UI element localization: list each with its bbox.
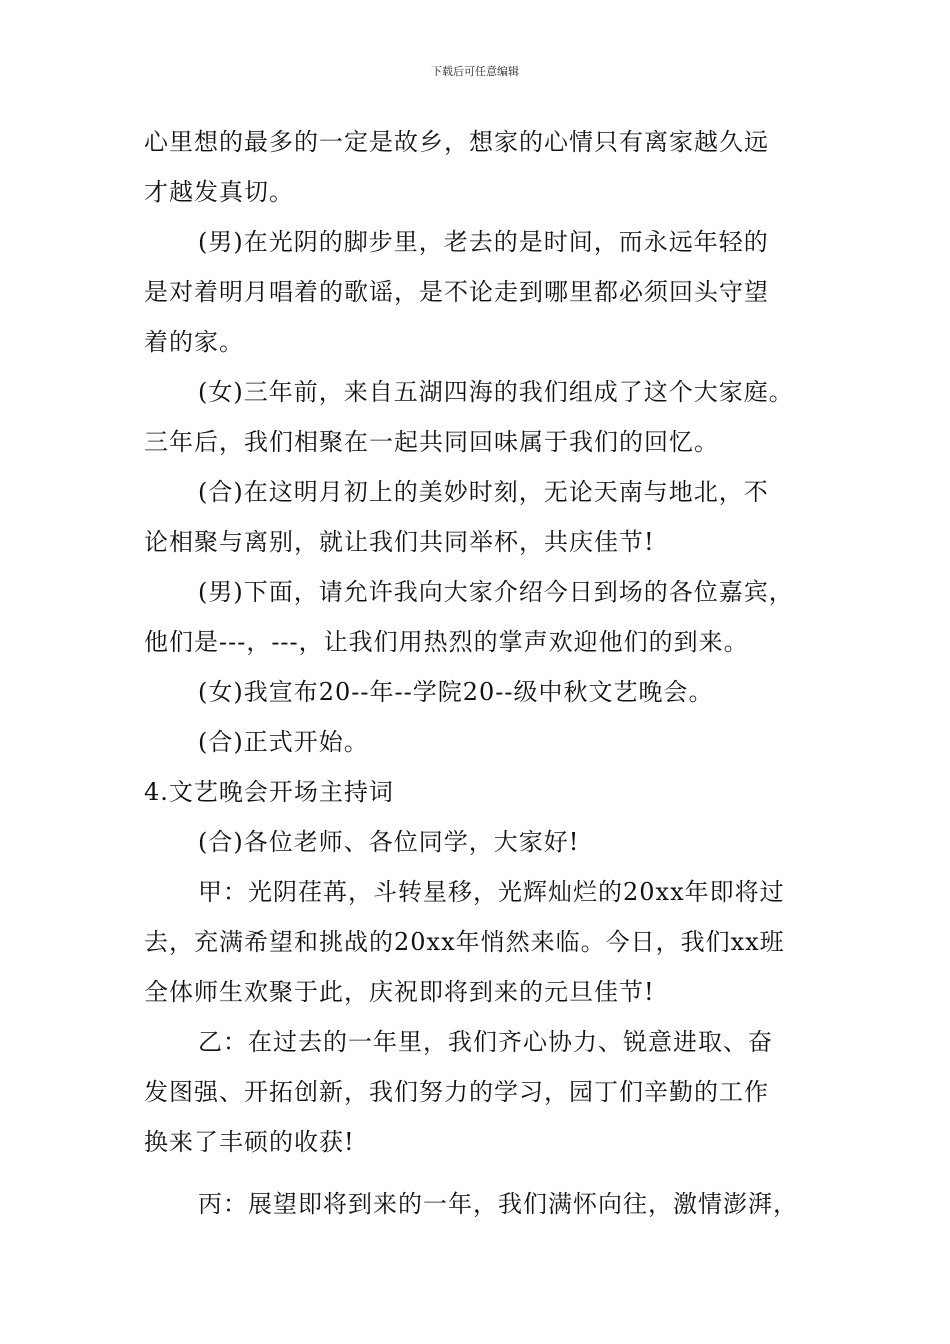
text-line: (女)三年前，来自五湖四海的我们组成了这个大家庭。 (198, 378, 794, 406)
text-line: 着的家。 (144, 328, 244, 356)
text-line: 甲：光阴荏苒，斗转星移，光辉灿烂的20xx年即将过 (198, 878, 785, 906)
text-line: (男)在光阴的脚步里，老去的是时间，而永远年轻的 (198, 228, 769, 256)
text-line: 丙：展望即将到来的一年，我们满怀向往，激情澎湃， (198, 1190, 798, 1218)
text-line: (男)下面，请允许我向大家介绍今日到场的各位嘉宾， (198, 578, 794, 606)
text-line: (女)我宣布20--年--学院20--级中秋文艺晚会。 (198, 678, 714, 706)
text-line: 论相聚与离别，就让我们共同举杯，共庆佳节! (144, 528, 655, 556)
document-body (144, 126, 812, 1238)
text-line: 换来了丰硕的收获! (144, 1128, 355, 1156)
text-line: (合)在这明月初上的美妙时刻，无论天南与地北，不 (198, 478, 769, 506)
text-line: 是对着明月唱着的歌谣，是不论走到哪里都必须回头守望 (144, 278, 769, 306)
text-line: 发图强、开拓创新，我们努力的学习，园丁们辛勤的工作 (144, 1078, 769, 1106)
text-line: 才越发真切。 (144, 178, 294, 206)
text-line: 三年后，我们相聚在一起共同回味属于我们的回忆。 (144, 428, 719, 456)
text-line: (合)正式开始。 (198, 728, 369, 756)
text-line: 乙：在过去的一年里，我们齐心协力、锐意进取、奋 (198, 1028, 773, 1056)
text-line: 全体师生欢聚于此，庆祝即将到来的元旦佳节! (144, 978, 655, 1006)
section-heading: 4.文艺晚会开场主持词 (144, 778, 394, 806)
text-line: 去，充满希望和挑战的20xx年悄然来临。今日，我们xx班 (144, 928, 785, 956)
page-header-note: 下载后可任意编辑 (431, 65, 519, 78)
text-line: 心里想的最多的一定是故乡，想家的心情只有离家越久远 (144, 128, 769, 156)
text-line: 他们是---，---，让我们用热烈的掌声欢迎他们的到来。 (144, 628, 749, 656)
text-line: (合)各位老师、各位同学，大家好! (198, 828, 580, 856)
